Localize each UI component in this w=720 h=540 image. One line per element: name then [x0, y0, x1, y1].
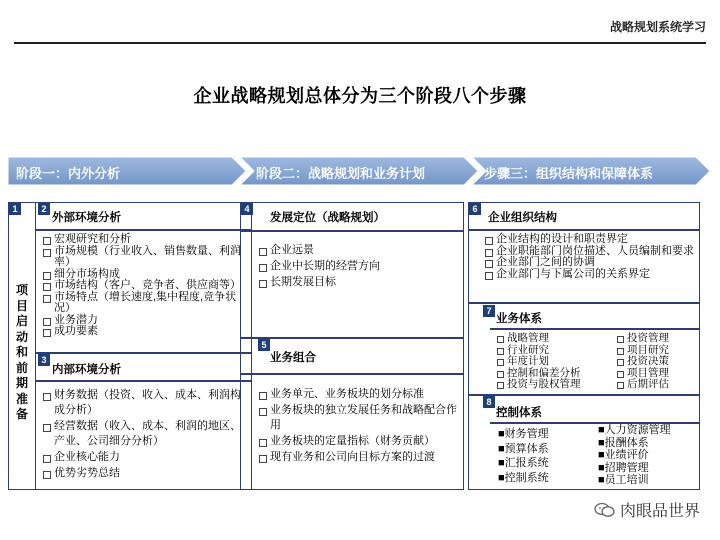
list-item: 长期发展目标 — [258, 275, 458, 290]
list-item: 市场结构（客户、竞争者、供应商等） — [42, 280, 248, 292]
business-system-title: 业务体系 — [496, 313, 542, 325]
section-divider — [240, 337, 464, 339]
list-item: ■汇报系统 — [498, 457, 549, 469]
step-number-3: 3 — [38, 354, 50, 366]
list-item: 投资决策 — [616, 356, 696, 368]
list-item: 年度计划 — [496, 356, 604, 368]
list-item: 优势劣势总结 — [42, 466, 242, 481]
wechat-icon — [594, 502, 616, 518]
list-item: 项目研究 — [616, 345, 696, 357]
list-item: 业务板块的独立发展任务和战略配合作用 — [258, 403, 458, 433]
list-item: 投资管理 — [616, 333, 696, 345]
internal-analysis-title: 内部环境分析 — [52, 364, 121, 376]
list-item: 企业远景 — [258, 243, 458, 258]
list-item: ■业绩评价 — [598, 449, 649, 461]
list-item: ■招聘管理 — [598, 461, 649, 474]
step-number-1: 1 — [9, 203, 21, 215]
step-number-2: 2 — [38, 203, 50, 215]
list-item: 成功要素 — [42, 326, 248, 338]
business-system-list-right — [616, 333, 696, 391]
portfolio-list — [258, 387, 458, 466]
control-system-list-right — [598, 425, 671, 487]
stage-3-label: 步骤三：组织结构和保障体系 — [484, 166, 654, 181]
list-item: 细分市场构成 — [42, 269, 248, 281]
section-divider — [36, 352, 252, 354]
list-item: 项目管理 — [616, 368, 696, 380]
list-item: 业务单元、业务板块的划分标准 — [258, 387, 458, 402]
list-item: 企业中长期的经营方向 — [258, 259, 458, 274]
section-divider — [468, 302, 700, 304]
external-analysis-list — [42, 234, 248, 338]
list-item: ■预算体系 — [498, 442, 549, 455]
list-item: 企业结构的设计和职责界定 — [484, 234, 696, 246]
list-item: 现有业务和公司向目标方案的过渡 — [258, 450, 458, 465]
list-item: ■报酬体系 — [598, 436, 649, 449]
step-number-8: 8 — [483, 396, 495, 408]
list-item: ■人力资源管理 — [598, 424, 671, 436]
section-divider — [490, 328, 700, 330]
org-structure-title: 企业组织结构 — [488, 212, 557, 224]
step-number-5: 5 — [258, 339, 270, 351]
page-title: 企业战略规划总体分为三个阶段八个步骤 — [193, 86, 527, 106]
section-divider — [240, 230, 464, 232]
section-divider — [468, 394, 700, 396]
list-item: 财务数据（投资、收入、成本、利润构成分析） — [42, 388, 242, 418]
list-item: 企业职能部门岗位描述、人员编制和要求 — [484, 246, 696, 258]
step-number-6: 6 — [469, 203, 481, 215]
side-label: 项目启动和前期准备 — [15, 283, 28, 421]
list-item: 企业部门与下属公司的关系界定 — [484, 269, 696, 281]
list-item: 后期评估 — [616, 379, 696, 391]
list-item: 宏观研究和分析 — [42, 234, 248, 246]
org-structure-list — [484, 234, 696, 280]
list-item: 市场规模（行业收入、销售数量、利润率） — [42, 246, 248, 269]
section-divider — [468, 229, 700, 231]
watermark-text: 肉眼品世界 — [619, 503, 700, 520]
stage-1-label: 阶段一：内外分析 — [16, 166, 121, 181]
portfolio-title: 业务组合 — [270, 352, 316, 364]
list-item: 投资与股权管理 — [496, 379, 604, 391]
positioning-title: 发展定位（战略规划） — [270, 212, 385, 224]
list-item: 市场特点（增长速度,集中程度,竞争状况） — [42, 292, 248, 315]
list-item: 行业研究 — [496, 345, 604, 357]
internal-analysis-list — [42, 388, 242, 482]
list-item: 控制和偏差分析 — [496, 368, 604, 380]
positioning-list — [258, 243, 458, 291]
list-item: ■控制系统 — [498, 471, 549, 484]
header-text: 战略规划系统学习 — [609, 20, 706, 34]
section-divider — [240, 373, 464, 375]
watermark — [594, 498, 700, 521]
control-system-title: 控制体系 — [496, 407, 542, 419]
list-item: 经营数据（收入、成本、利润的地区、产业、公司细分分析） — [42, 419, 242, 449]
external-analysis-title: 外部环境分析 — [52, 212, 121, 224]
list-item: ■员工培训 — [598, 474, 649, 486]
step-number-7: 7 — [483, 305, 495, 317]
control-system-list-left — [498, 429, 549, 484]
list-item: 业务板块的定量指标（财务贡献） — [258, 434, 458, 449]
step-number-4: 4 — [241, 203, 253, 215]
section-divider — [36, 229, 252, 231]
header-divider — [14, 42, 706, 44]
list-item: 战略管理 — [496, 333, 604, 345]
list-item: 企业部门之间的协调 — [484, 257, 696, 269]
section-divider — [36, 380, 252, 382]
list-item: ■财务管理 — [498, 428, 549, 440]
list-item: 企业核心能力 — [42, 450, 242, 465]
list-item: 业务潜力 — [42, 315, 248, 327]
stage-2-label: 阶段二：战略规划和业务计划 — [256, 166, 426, 181]
business-system-list-left — [496, 333, 604, 391]
